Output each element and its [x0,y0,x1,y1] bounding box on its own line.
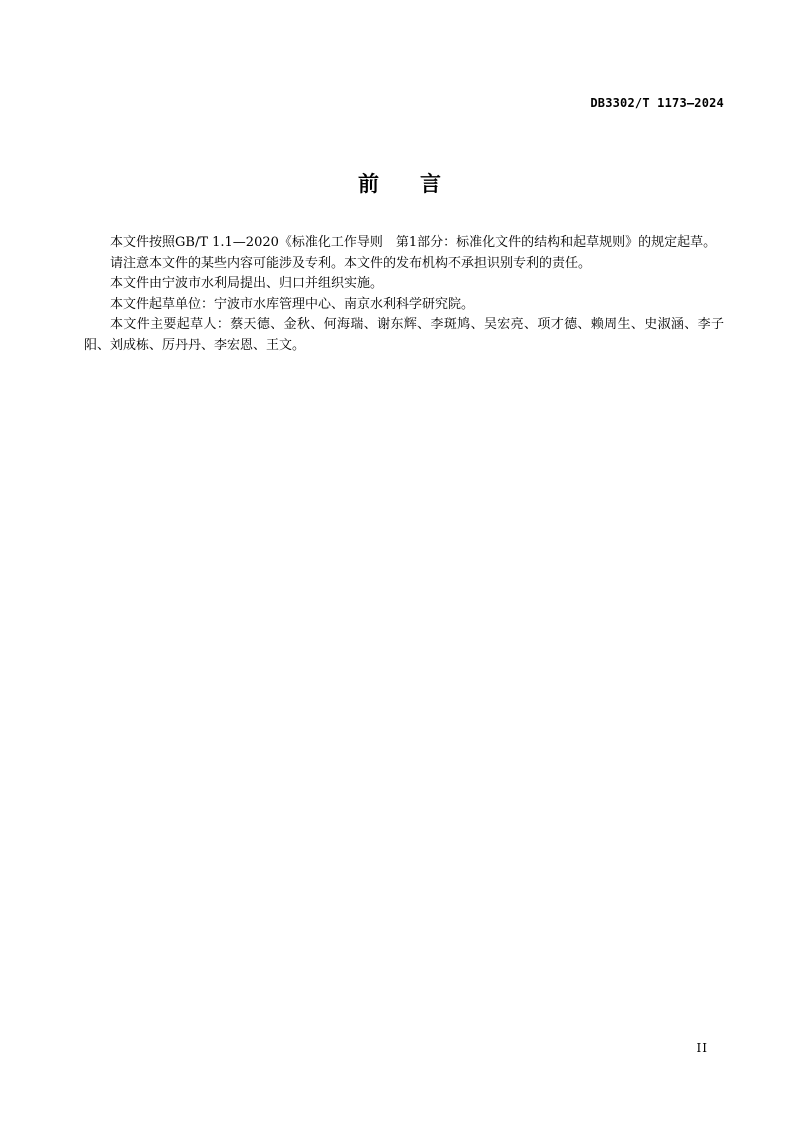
section-title [0,168,800,198]
section-title-char-1: 前 [358,172,380,196]
paragraph-drafting-units: 本文件起草单位：宁波市水库管理中心、南京水利科学研究院。 [110,296,475,312]
paragraph-proposing-body: 本文件由宁波市水利局提出、归口并组织实施。 [110,276,384,291]
document-number: DB3302/T 1173—2024 [590,96,724,110]
foreword-body [84,233,724,356]
page-number: II [696,1041,708,1055]
paragraph-drafting-basis: 本文件按照GB/T 1.1—2020《标准化工作导则 第1部分：标准化文件的结构和起草规则》的规定起草。 [110,235,717,250]
section-title-char-2: 言 [420,172,442,196]
paragraph-patent-notice: 请注意本文件的某些内容可能涉及专利。本文件的发布机构不承担识别专利的责任。 [110,255,592,271]
paragraph-drafters: 本文件主要起草人：蔡天德、金秋、何海瑞、谢东辉、李斑鸠、吴宏亮、项才德、赖周生、史淑涵、李子阳、刘成栋、厉丹丹、李宏恩、王文。 [84,317,724,353]
